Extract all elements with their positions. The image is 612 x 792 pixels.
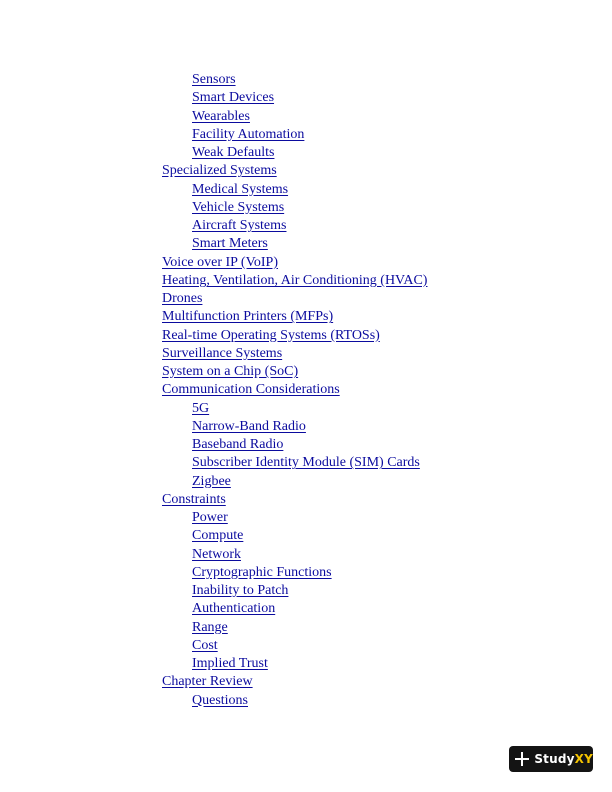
toc-entry	[162, 199, 427, 217]
toc-entry	[162, 418, 427, 436]
toc-entry	[162, 509, 427, 527]
toc-section-link[interactable]: Specialized Systems	[162, 163, 277, 179]
brand-name	[534, 752, 593, 766]
table-of-contents	[162, 71, 427, 710]
toc-subsection-link[interactable]: Cost	[192, 637, 218, 653]
toc-entry	[162, 217, 427, 235]
toc-entry	[162, 473, 427, 491]
toc-entry	[162, 308, 427, 326]
toc-entry	[162, 290, 427, 308]
brand-main: Study	[534, 752, 575, 766]
toc-entry	[162, 363, 427, 381]
toc-subsection-link[interactable]: Zigbee	[192, 473, 231, 489]
toc-entry	[162, 327, 427, 345]
toc-entry	[162, 564, 427, 582]
studyxy-logo	[509, 746, 593, 772]
toc-subsection-link[interactable]: Cryptographic Functions	[192, 564, 332, 580]
brand-accent: XY	[574, 752, 593, 766]
toc-subsection-link[interactable]: Aircraft Systems	[192, 218, 287, 233]
toc-entry	[162, 655, 427, 673]
toc-subsection-link[interactable]: Range	[192, 619, 228, 635]
toc-subsection-link[interactable]: Medical Systems	[192, 181, 289, 197]
toc-entry	[162, 235, 427, 253]
toc-entry	[162, 527, 427, 545]
toc-entry	[162, 381, 427, 399]
toc-section-link[interactable]: Real-time Operating Systems (RTOSs)	[162, 327, 380, 343]
toc-entry	[162, 126, 427, 144]
toc-entry	[162, 491, 427, 509]
toc-entry	[162, 436, 427, 454]
toc-section-link[interactable]: Heating, Ventilation, Air Conditioning (HVAC)	[162, 272, 428, 288]
toc-entry	[162, 162, 427, 180]
toc-entry	[162, 144, 427, 162]
toc-subsection-link[interactable]: Inability to Patch	[192, 583, 289, 598]
toc-subsection-link[interactable]: Authentication	[192, 601, 276, 617]
toc-entry	[162, 673, 427, 691]
toc-entry	[162, 692, 427, 710]
toc-subsection-link[interactable]: Vehicle Systems	[192, 199, 285, 215]
toc-section-link[interactable]: Chapter Review	[162, 674, 253, 690]
toc-section-link[interactable]: Communication Considerations	[162, 382, 340, 398]
toc-subsection-link[interactable]: Compute	[192, 528, 244, 544]
toc-entry	[162, 600, 427, 618]
toc-section-link[interactable]: Drones	[162, 291, 203, 306]
toc-section-link[interactable]: System on a Chip (SoC)	[162, 364, 299, 379]
plus-icon	[515, 752, 528, 766]
toc-entry	[162, 272, 427, 290]
toc-subsection-link[interactable]: Implied Trust	[192, 656, 268, 671]
toc-entry	[162, 254, 427, 272]
toc-section-link[interactable]: Voice over IP (VoIP)	[162, 254, 279, 270]
toc-subsection-link[interactable]: Smart Meters	[192, 236, 268, 252]
toc-subsection-link[interactable]: 5G	[192, 400, 210, 416]
toc-section-link[interactable]: Constraints	[162, 491, 226, 507]
toc-entry	[162, 89, 427, 107]
toc-entry	[162, 108, 427, 126]
toc-subsection-link[interactable]: Sensors	[192, 72, 236, 87]
toc-entry	[162, 546, 427, 564]
toc-subsection-link[interactable]: Power	[192, 510, 228, 525]
toc-subsection-link[interactable]: Wearables	[192, 108, 250, 124]
toc-subsection-link[interactable]: Weak Defaults	[192, 145, 275, 160]
toc-section-link[interactable]: Surveillance Systems	[162, 345, 283, 361]
toc-entry	[162, 400, 427, 418]
toc-section-link[interactable]: Multifunction Printers (MFPs)	[162, 309, 334, 325]
toc-subsection-link[interactable]: Smart Devices	[192, 90, 275, 106]
toc-entry	[162, 345, 427, 363]
toc-entry	[162, 454, 427, 472]
toc-entry	[162, 619, 427, 637]
toc-subsection-link[interactable]: Facility Automation	[192, 126, 305, 142]
toc-subsection-link[interactable]: Narrow-Band Radio	[192, 418, 306, 434]
toc-subsection-link[interactable]: Subscriber Identity Module (SIM) Cards	[192, 455, 420, 471]
toc-entry	[162, 71, 427, 89]
toc-entry	[162, 582, 427, 600]
toc-entry	[162, 181, 427, 199]
toc-subsection-link[interactable]: Baseband Radio	[192, 437, 284, 452]
toc-subsection-link[interactable]: Questions	[192, 692, 248, 708]
toc-entry	[162, 637, 427, 655]
toc-subsection-link[interactable]: Network	[192, 546, 241, 562]
